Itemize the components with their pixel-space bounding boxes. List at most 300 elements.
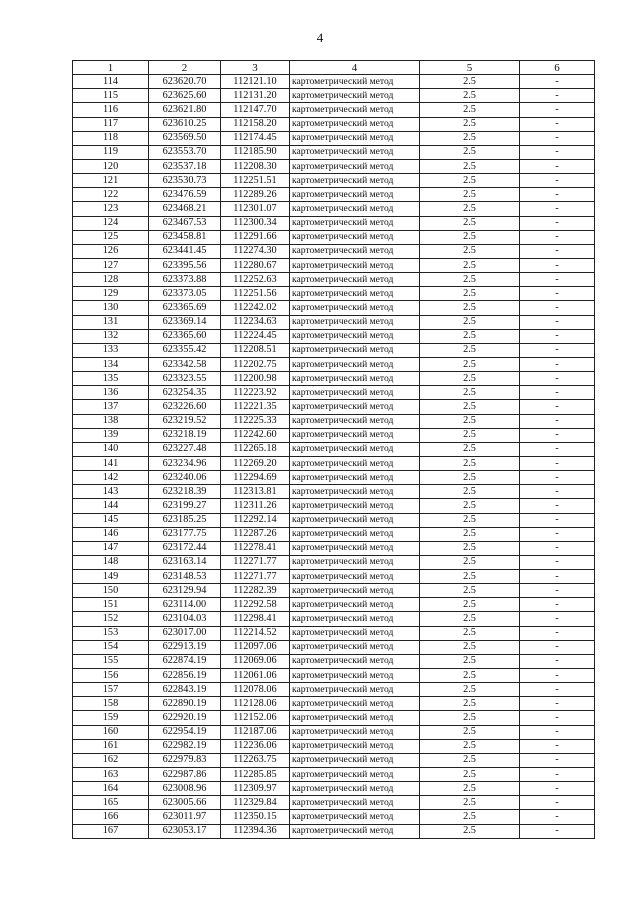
- y-coordinate-cell: 112311.26: [221, 499, 290, 513]
- accuracy-cell: 2.5: [420, 782, 520, 796]
- y-coordinate-cell: 112185.90: [221, 145, 290, 159]
- table-row: [73, 541, 595, 555]
- x-coordinate-cell: 623226.60: [149, 400, 221, 414]
- table-row: [73, 329, 595, 343]
- table-row: [73, 216, 595, 230]
- table-row: [73, 711, 595, 725]
- note-cell: -: [520, 485, 595, 499]
- y-coordinate-cell: 112147.70: [221, 103, 290, 117]
- method-cell: картометрический метод: [290, 357, 420, 371]
- method-cell: картометрический метод: [290, 739, 420, 753]
- accuracy-cell: 2.5: [420, 768, 520, 782]
- x-coordinate-cell: 623323.55: [149, 372, 221, 386]
- method-cell: картометрический метод: [290, 258, 420, 272]
- table-row: [73, 273, 595, 287]
- table-row: [73, 513, 595, 527]
- method-cell: картометрический метод: [290, 711, 420, 725]
- y-coordinate-cell: 112097.06: [221, 640, 290, 654]
- table-row: [73, 386, 595, 400]
- accuracy-cell: 2.5: [420, 343, 520, 357]
- table-row: [73, 570, 595, 584]
- x-coordinate-cell: 623219.52: [149, 414, 221, 428]
- method-cell: картометрический метод: [290, 555, 420, 569]
- accuracy-cell: 2.5: [420, 145, 520, 159]
- note-cell: -: [520, 188, 595, 202]
- accuracy-cell: 2.5: [420, 301, 520, 315]
- y-coordinate-cell: 112287.26: [221, 527, 290, 541]
- note-cell: -: [520, 598, 595, 612]
- x-coordinate-cell: 622890.19: [149, 697, 221, 711]
- accuracy-cell: 2.5: [420, 810, 520, 824]
- y-coordinate-cell: 112394.36: [221, 824, 290, 838]
- method-cell: картометрический метод: [290, 683, 420, 697]
- accuracy-cell: 2.5: [420, 753, 520, 767]
- accuracy-cell: 2.5: [420, 612, 520, 626]
- point-number-cell: 123: [73, 202, 149, 216]
- table-row: [73, 117, 595, 131]
- point-number-cell: 146: [73, 527, 149, 541]
- point-number-cell: 137: [73, 400, 149, 414]
- method-cell: картометрический метод: [290, 499, 420, 513]
- note-cell: -: [520, 513, 595, 527]
- y-coordinate-cell: 112292.14: [221, 513, 290, 527]
- method-cell: картометрический метод: [290, 725, 420, 739]
- header-row: [73, 61, 595, 75]
- point-number-cell: 141: [73, 456, 149, 470]
- table-row: [73, 357, 595, 371]
- header-col-6: 6: [520, 61, 595, 75]
- note-cell: -: [520, 570, 595, 584]
- table-row: [73, 230, 595, 244]
- point-number-cell: 164: [73, 782, 149, 796]
- accuracy-cell: 2.5: [420, 669, 520, 683]
- accuracy-cell: 2.5: [420, 230, 520, 244]
- table-row: [73, 584, 595, 598]
- table-row: [73, 768, 595, 782]
- accuracy-cell: 2.5: [420, 499, 520, 513]
- point-number-cell: 114: [73, 75, 149, 89]
- note-cell: -: [520, 117, 595, 131]
- x-coordinate-cell: 623355.42: [149, 343, 221, 357]
- note-cell: -: [520, 258, 595, 272]
- accuracy-cell: 2.5: [420, 329, 520, 343]
- x-coordinate-cell: 623114.00: [149, 598, 221, 612]
- x-coordinate-cell: 623365.60: [149, 329, 221, 343]
- y-coordinate-cell: 112078.06: [221, 683, 290, 697]
- accuracy-cell: 2.5: [420, 357, 520, 371]
- accuracy-cell: 2.5: [420, 428, 520, 442]
- table-row: [73, 725, 595, 739]
- point-number-cell: 166: [73, 810, 149, 824]
- accuracy-cell: 2.5: [420, 654, 520, 668]
- x-coordinate-cell: 623172.44: [149, 541, 221, 555]
- accuracy-cell: 2.5: [420, 315, 520, 329]
- method-cell: картометрический метод: [290, 810, 420, 824]
- table-row: [73, 555, 595, 569]
- x-coordinate-cell: 622856.19: [149, 669, 221, 683]
- header-col-2: 2: [149, 61, 221, 75]
- x-coordinate-cell: 623185.25: [149, 513, 221, 527]
- point-number-cell: 148: [73, 555, 149, 569]
- point-number-cell: 130: [73, 301, 149, 315]
- y-coordinate-cell: 112251.56: [221, 287, 290, 301]
- accuracy-cell: 2.5: [420, 824, 520, 838]
- method-cell: картометрический метод: [290, 343, 420, 357]
- note-cell: -: [520, 456, 595, 470]
- y-coordinate-cell: 112069.06: [221, 654, 290, 668]
- accuracy-cell: 2.5: [420, 584, 520, 598]
- y-coordinate-cell: 112131.20: [221, 89, 290, 103]
- x-coordinate-cell: 623441.45: [149, 244, 221, 258]
- accuracy-cell: 2.5: [420, 640, 520, 654]
- point-number-cell: 115: [73, 89, 149, 103]
- accuracy-cell: 2.5: [420, 485, 520, 499]
- accuracy-cell: 2.5: [420, 372, 520, 386]
- table-row: [73, 103, 595, 117]
- method-cell: картометрический метод: [290, 329, 420, 343]
- note-cell: -: [520, 329, 595, 343]
- table-row: [73, 683, 595, 697]
- accuracy-cell: 2.5: [420, 414, 520, 428]
- x-coordinate-cell: 623254.35: [149, 386, 221, 400]
- table-row: [73, 612, 595, 626]
- method-cell: картометрический метод: [290, 753, 420, 767]
- table-row: [73, 669, 595, 683]
- table-row: [73, 499, 595, 513]
- y-coordinate-cell: 112309.97: [221, 782, 290, 796]
- note-cell: -: [520, 711, 595, 725]
- note-cell: -: [520, 414, 595, 428]
- x-coordinate-cell: 623369.14: [149, 315, 221, 329]
- point-number-cell: 139: [73, 428, 149, 442]
- method-cell: картометрический метод: [290, 75, 420, 89]
- method-cell: картометрический метод: [290, 768, 420, 782]
- x-coordinate-cell: 623395.56: [149, 258, 221, 272]
- accuracy-cell: 2.5: [420, 471, 520, 485]
- accuracy-cell: 2.5: [420, 711, 520, 725]
- table-row: [73, 824, 595, 838]
- method-cell: картометрический метод: [290, 456, 420, 470]
- y-coordinate-cell: 112292.58: [221, 598, 290, 612]
- x-coordinate-cell: 623530.73: [149, 174, 221, 188]
- x-coordinate-cell: 623234.96: [149, 456, 221, 470]
- x-coordinate-cell: 623008.96: [149, 782, 221, 796]
- method-cell: картометрический метод: [290, 782, 420, 796]
- note-cell: -: [520, 315, 595, 329]
- note-cell: -: [520, 541, 595, 555]
- accuracy-cell: 2.5: [420, 188, 520, 202]
- header-col-5: 5: [420, 61, 520, 75]
- note-cell: -: [520, 782, 595, 796]
- x-coordinate-cell: 623365.69: [149, 301, 221, 315]
- method-cell: картометрический метод: [290, 273, 420, 287]
- y-coordinate-cell: 112280.67: [221, 258, 290, 272]
- note-cell: -: [520, 725, 595, 739]
- note-cell: -: [520, 145, 595, 159]
- table-row: [73, 442, 595, 456]
- note-cell: -: [520, 669, 595, 683]
- point-number-cell: 165: [73, 796, 149, 810]
- accuracy-cell: 2.5: [420, 513, 520, 527]
- point-number-cell: 151: [73, 598, 149, 612]
- accuracy-cell: 2.5: [420, 117, 520, 131]
- point-number-cell: 116: [73, 103, 149, 117]
- note-cell: -: [520, 131, 595, 145]
- point-number-cell: 159: [73, 711, 149, 725]
- note-cell: -: [520, 640, 595, 654]
- note-cell: -: [520, 527, 595, 541]
- point-number-cell: 167: [73, 824, 149, 838]
- note-cell: -: [520, 372, 595, 386]
- accuracy-cell: 2.5: [420, 131, 520, 145]
- point-number-cell: 131: [73, 315, 149, 329]
- method-cell: картометрический метод: [290, 202, 420, 216]
- point-number-cell: 161: [73, 739, 149, 753]
- point-number-cell: 147: [73, 541, 149, 555]
- method-cell: картометрический метод: [290, 131, 420, 145]
- method-cell: картометрический метод: [290, 230, 420, 244]
- x-coordinate-cell: 622913.19: [149, 640, 221, 654]
- y-coordinate-cell: 112278.41: [221, 541, 290, 555]
- accuracy-cell: 2.5: [420, 456, 520, 470]
- coordinates-table: [72, 60, 595, 839]
- y-coordinate-cell: 112294.69: [221, 471, 290, 485]
- method-cell: картометрический метод: [290, 103, 420, 117]
- point-number-cell: 143: [73, 485, 149, 499]
- point-number-cell: 132: [73, 329, 149, 343]
- x-coordinate-cell: 623342.58: [149, 357, 221, 371]
- y-coordinate-cell: 112285.85: [221, 768, 290, 782]
- method-cell: картометрический метод: [290, 669, 420, 683]
- point-number-cell: 117: [73, 117, 149, 131]
- page-number: 4: [316, 30, 324, 45]
- x-coordinate-cell: 622920.19: [149, 711, 221, 725]
- x-coordinate-cell: 623053.17: [149, 824, 221, 838]
- x-coordinate-cell: 623625.60: [149, 89, 221, 103]
- table-row: [73, 527, 595, 541]
- point-number-cell: 153: [73, 626, 149, 640]
- point-number-cell: 128: [73, 273, 149, 287]
- y-coordinate-cell: 112208.51: [221, 343, 290, 357]
- note-cell: -: [520, 400, 595, 414]
- y-coordinate-cell: 112225.33: [221, 414, 290, 428]
- accuracy-cell: 2.5: [420, 683, 520, 697]
- method-cell: картометрический метод: [290, 117, 420, 131]
- accuracy-cell: 2.5: [420, 725, 520, 739]
- accuracy-cell: 2.5: [420, 258, 520, 272]
- point-number-cell: 145: [73, 513, 149, 527]
- accuracy-cell: 2.5: [420, 739, 520, 753]
- note-cell: -: [520, 810, 595, 824]
- method-cell: картометрический метод: [290, 612, 420, 626]
- accuracy-cell: 2.5: [420, 174, 520, 188]
- y-coordinate-cell: 112152.06: [221, 711, 290, 725]
- note-cell: -: [520, 471, 595, 485]
- x-coordinate-cell: 623373.88: [149, 273, 221, 287]
- method-cell: картометрический метод: [290, 400, 420, 414]
- y-coordinate-cell: 112300.34: [221, 216, 290, 230]
- table-row: [73, 697, 595, 711]
- accuracy-cell: 2.5: [420, 103, 520, 117]
- note-cell: -: [520, 442, 595, 456]
- x-coordinate-cell: 622987.86: [149, 768, 221, 782]
- note-cell: -: [520, 796, 595, 810]
- table-row: [73, 753, 595, 767]
- x-coordinate-cell: 623177.75: [149, 527, 221, 541]
- point-number-cell: 162: [73, 753, 149, 767]
- method-cell: картометрический метод: [290, 188, 420, 202]
- y-coordinate-cell: 112291.66: [221, 230, 290, 244]
- x-coordinate-cell: 623129.94: [149, 584, 221, 598]
- y-coordinate-cell: 112242.60: [221, 428, 290, 442]
- note-cell: -: [520, 697, 595, 711]
- method-cell: картометрический метод: [290, 89, 420, 103]
- note-cell: -: [520, 174, 595, 188]
- point-number-cell: 144: [73, 499, 149, 513]
- table-row: [73, 174, 595, 188]
- x-coordinate-cell: 623227.48: [149, 442, 221, 456]
- note-cell: -: [520, 768, 595, 782]
- method-cell: картометрический метод: [290, 287, 420, 301]
- x-coordinate-cell: 623011.97: [149, 810, 221, 824]
- method-cell: картометрический метод: [290, 626, 420, 640]
- point-number-cell: 152: [73, 612, 149, 626]
- accuracy-cell: 2.5: [420, 75, 520, 89]
- y-coordinate-cell: 112329.84: [221, 796, 290, 810]
- method-cell: картометрический метод: [290, 159, 420, 173]
- table-row: [73, 188, 595, 202]
- y-coordinate-cell: 112224.45: [221, 329, 290, 343]
- x-coordinate-cell: 623148.53: [149, 570, 221, 584]
- accuracy-cell: 2.5: [420, 400, 520, 414]
- note-cell: -: [520, 357, 595, 371]
- y-coordinate-cell: 112269.20: [221, 456, 290, 470]
- x-coordinate-cell: 623104.03: [149, 612, 221, 626]
- note-cell: -: [520, 386, 595, 400]
- note-cell: -: [520, 273, 595, 287]
- method-cell: картометрический метод: [290, 584, 420, 598]
- point-number-cell: 136: [73, 386, 149, 400]
- method-cell: картометрический метод: [290, 428, 420, 442]
- x-coordinate-cell: 622954.19: [149, 725, 221, 739]
- y-coordinate-cell: 112221.35: [221, 400, 290, 414]
- table-row: [73, 739, 595, 753]
- table-row: [73, 414, 595, 428]
- method-cell: картометрический метод: [290, 301, 420, 315]
- table-row: [73, 485, 595, 499]
- point-number-cell: 118: [73, 131, 149, 145]
- y-coordinate-cell: 112298.41: [221, 612, 290, 626]
- accuracy-cell: 2.5: [420, 541, 520, 555]
- header-col-3: 3: [221, 61, 290, 75]
- x-coordinate-cell: 623218.19: [149, 428, 221, 442]
- y-coordinate-cell: 112236.06: [221, 739, 290, 753]
- x-coordinate-cell: 623017.00: [149, 626, 221, 640]
- y-coordinate-cell: 112061.06: [221, 669, 290, 683]
- point-number-cell: 142: [73, 471, 149, 485]
- accuracy-cell: 2.5: [420, 386, 520, 400]
- table-row: [73, 315, 595, 329]
- note-cell: -: [520, 739, 595, 753]
- y-coordinate-cell: 112202.75: [221, 357, 290, 371]
- note-cell: -: [520, 216, 595, 230]
- x-coordinate-cell: 623476.59: [149, 188, 221, 202]
- table-row: [73, 471, 595, 485]
- accuracy-cell: 2.5: [420, 442, 520, 456]
- note-cell: -: [520, 103, 595, 117]
- method-cell: картометрический метод: [290, 442, 420, 456]
- table-row: [73, 89, 595, 103]
- table-header: [73, 61, 595, 75]
- table-row: [73, 145, 595, 159]
- point-number-cell: 149: [73, 570, 149, 584]
- point-number-cell: 155: [73, 654, 149, 668]
- y-coordinate-cell: 112223.92: [221, 386, 290, 400]
- point-number-cell: 129: [73, 287, 149, 301]
- method-cell: картометрический метод: [290, 485, 420, 499]
- table-row: [73, 372, 595, 386]
- table-row: [73, 75, 595, 89]
- method-cell: картометрический метод: [290, 216, 420, 230]
- note-cell: -: [520, 824, 595, 838]
- x-coordinate-cell: 623468.21: [149, 202, 221, 216]
- x-coordinate-cell: 622982.19: [149, 739, 221, 753]
- y-coordinate-cell: 112263.75: [221, 753, 290, 767]
- table-body: [73, 75, 595, 839]
- note-cell: -: [520, 626, 595, 640]
- point-number-cell: 160: [73, 725, 149, 739]
- y-coordinate-cell: 112214.52: [221, 626, 290, 640]
- note-cell: -: [520, 89, 595, 103]
- accuracy-cell: 2.5: [420, 216, 520, 230]
- accuracy-cell: 2.5: [420, 89, 520, 103]
- table-row: [73, 159, 595, 173]
- table-row: [73, 456, 595, 470]
- point-number-cell: 133: [73, 343, 149, 357]
- table-row: [73, 343, 595, 357]
- x-coordinate-cell: 623373.05: [149, 287, 221, 301]
- point-number-cell: 150: [73, 584, 149, 598]
- note-cell: -: [520, 244, 595, 258]
- point-number-cell: 134: [73, 357, 149, 371]
- y-coordinate-cell: 112128.06: [221, 697, 290, 711]
- note-cell: -: [520, 654, 595, 668]
- note-cell: -: [520, 584, 595, 598]
- note-cell: -: [520, 301, 595, 315]
- accuracy-cell: 2.5: [420, 244, 520, 258]
- table-row: [73, 131, 595, 145]
- table-row: [73, 598, 595, 612]
- method-cell: картометрический метод: [290, 824, 420, 838]
- y-coordinate-cell: 112251.51: [221, 174, 290, 188]
- note-cell: -: [520, 753, 595, 767]
- table-row: [73, 258, 595, 272]
- table-row: [73, 301, 595, 315]
- table-row: [73, 202, 595, 216]
- point-number-cell: 127: [73, 258, 149, 272]
- x-coordinate-cell: 623218.39: [149, 485, 221, 499]
- point-number-cell: 119: [73, 145, 149, 159]
- y-coordinate-cell: 112265.18: [221, 442, 290, 456]
- note-cell: -: [520, 287, 595, 301]
- x-coordinate-cell: 623467.53: [149, 216, 221, 230]
- y-coordinate-cell: 112301.07: [221, 202, 290, 216]
- y-coordinate-cell: 112282.39: [221, 584, 290, 598]
- y-coordinate-cell: 112289.26: [221, 188, 290, 202]
- y-coordinate-cell: 112200.98: [221, 372, 290, 386]
- method-cell: картометрический метод: [290, 598, 420, 612]
- y-coordinate-cell: 112208.30: [221, 159, 290, 173]
